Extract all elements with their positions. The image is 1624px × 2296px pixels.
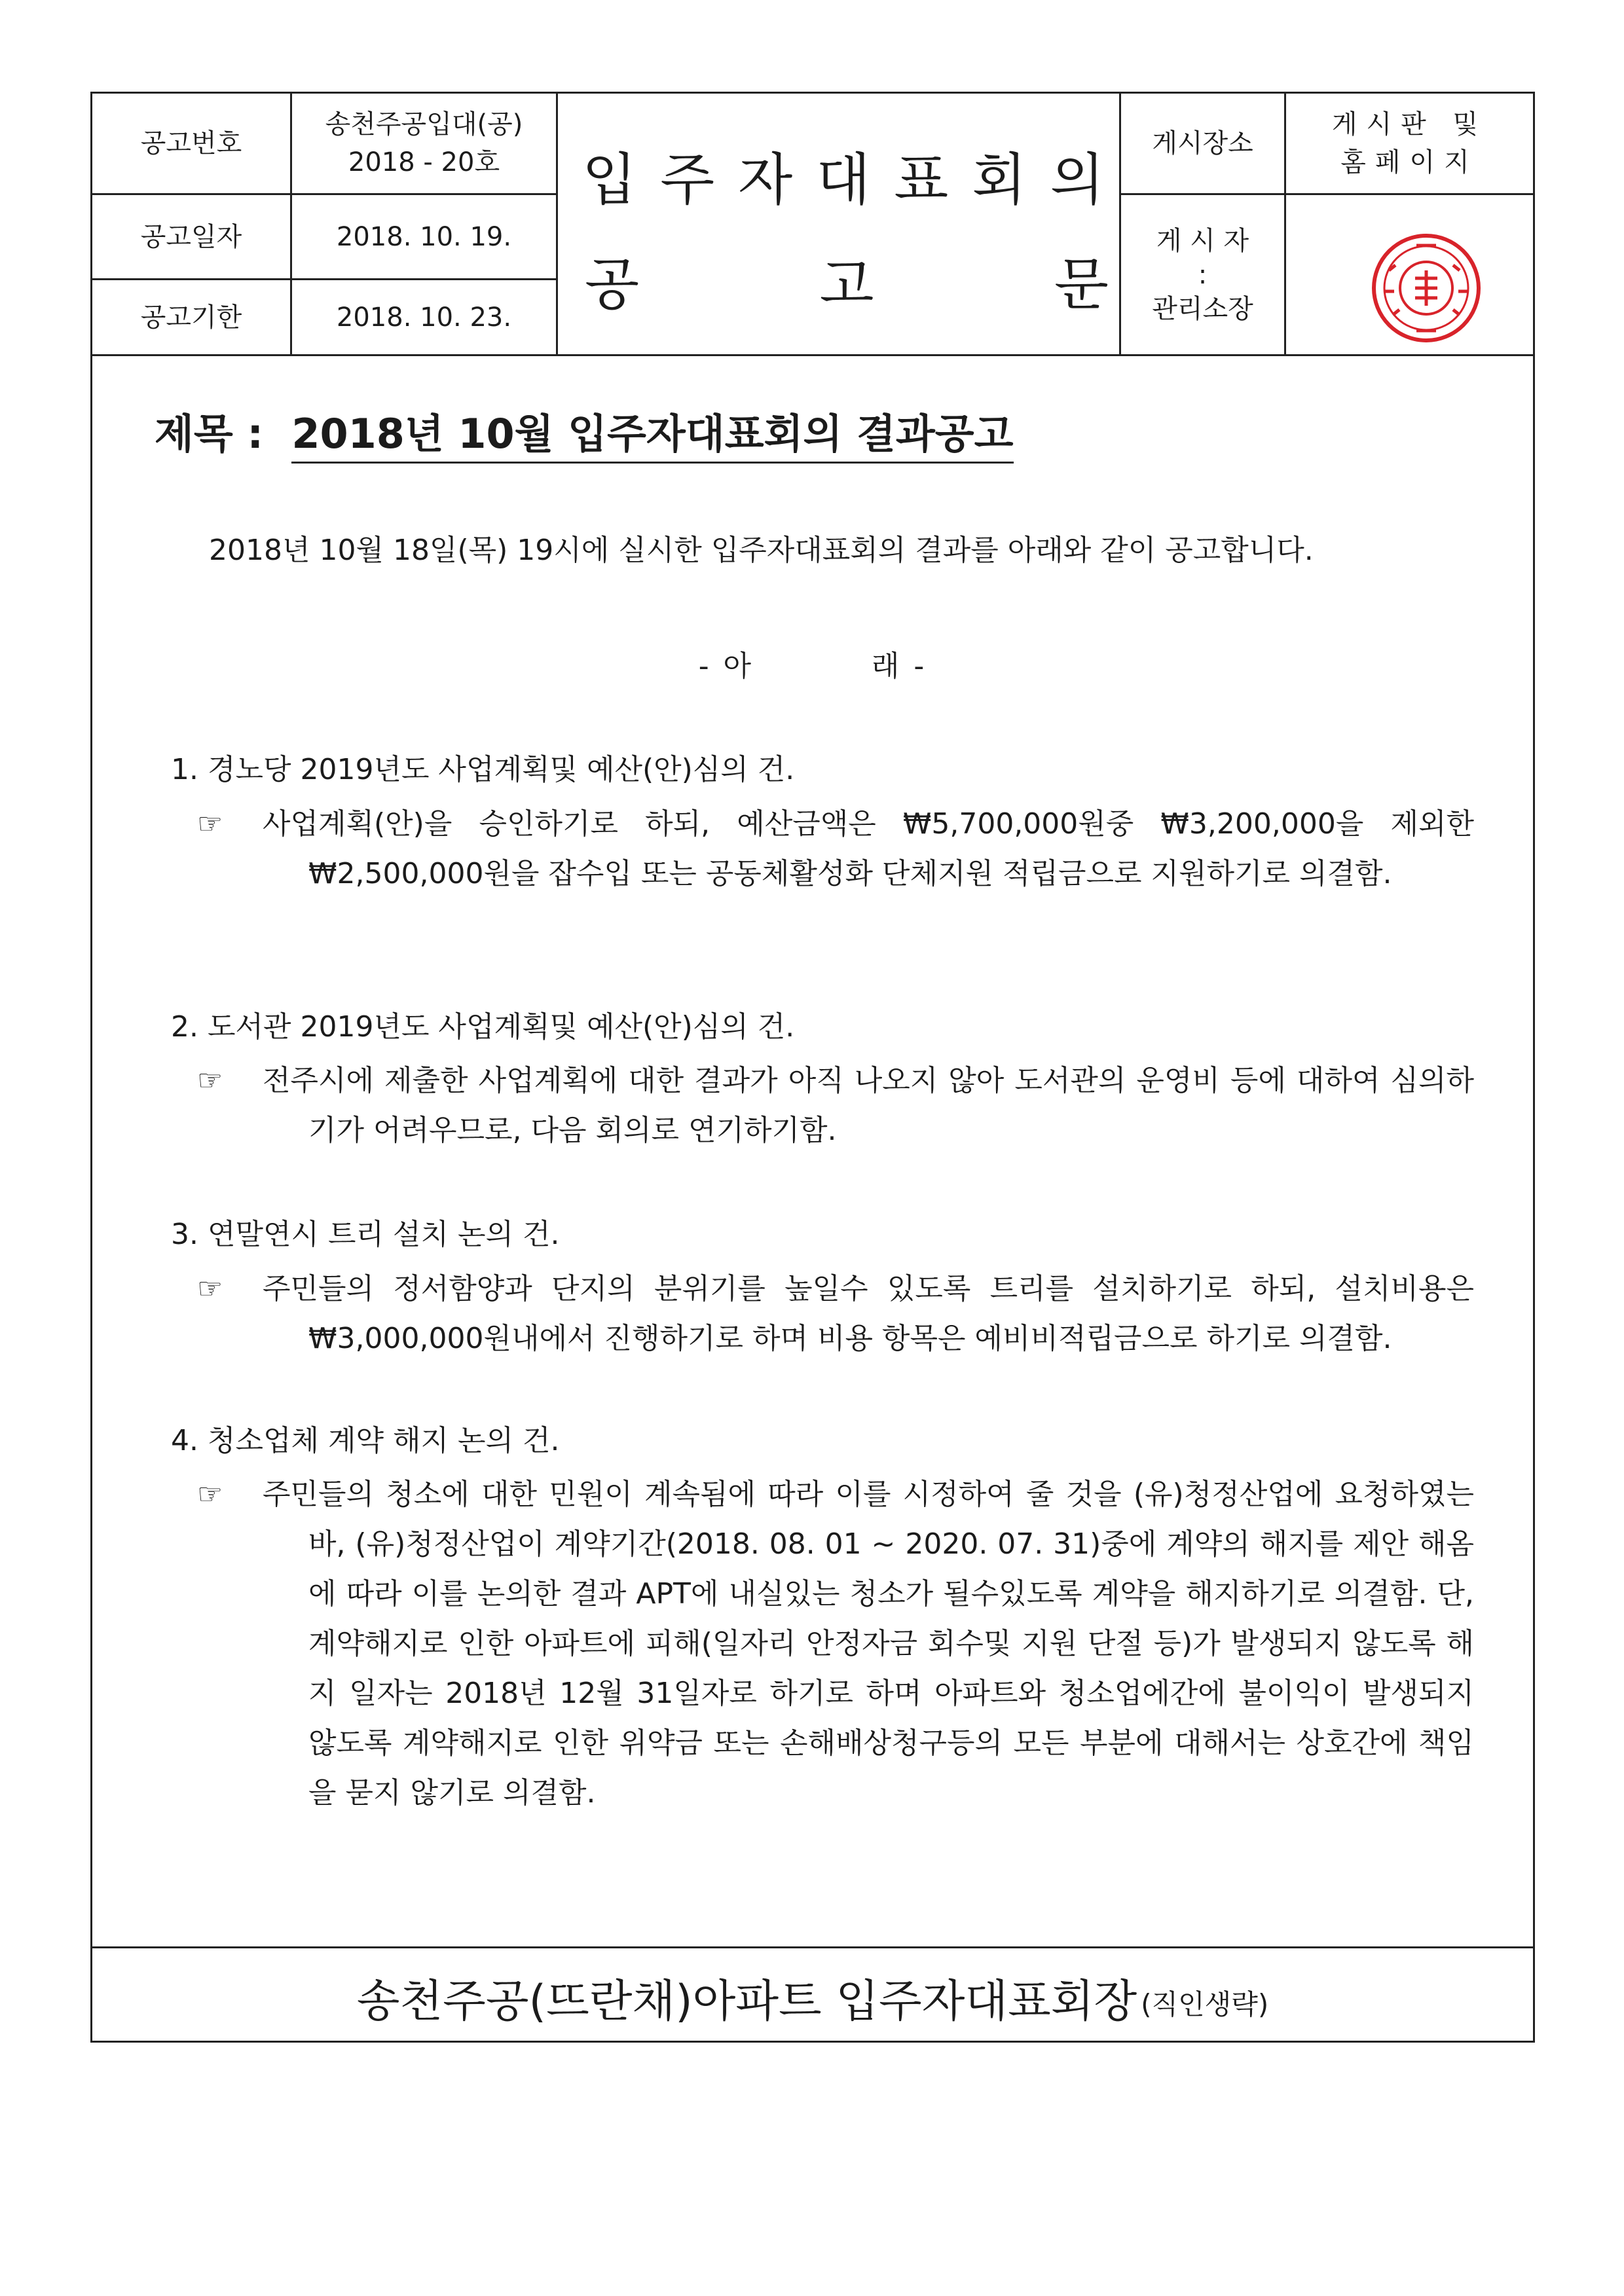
document-title (582, 134, 1128, 215)
agenda-item-detail (197, 799, 1474, 899)
deadline-value: 2018. 10. 23. (336, 302, 512, 333)
poster-label: 관리소장 (1152, 293, 1253, 324)
notice-date-label: 공고일자 (140, 221, 242, 252)
header-table (92, 94, 1533, 356)
notice-document (90, 92, 1535, 2043)
deadline-label-cell (92, 280, 290, 354)
agenda-item-detail (197, 1056, 1474, 1156)
title-line1: 입주자대표회의 (582, 147, 1128, 213)
agenda-item-title: 1. 경노당 2019년도 사업계획및 예산(안)심의 건. (171, 753, 795, 786)
agenda-item-detail-text: 주민들의 정서함양과 단지의 분위기를 높일수 있도록 트리를 설치하기로 하되, 설치비용은 ₩3,000,000원내에서 진행하기로 하며 비용 항목은 예비비적립금으로 하기로 의결함. (263, 1272, 1474, 1355)
deadline-value-cell (292, 280, 556, 354)
notice-number-value-cell (292, 94, 556, 193)
poster-label: 게 시 자 (1156, 225, 1249, 256)
signature-footer (92, 1958, 1533, 2037)
pointing-hand-icon: ☞ (197, 1478, 223, 1511)
post-place-label: 게시장소 (1152, 128, 1253, 158)
pointing-hand-icon: ☞ (197, 807, 223, 841)
notice-number-label: 공고번호 (140, 128, 242, 158)
document-title-line2 (585, 239, 1109, 320)
notice-number-label-cell (92, 94, 290, 193)
title-char: 고 (819, 252, 874, 318)
agenda-item-title: 3. 연말연시 트리 설치 논의 건. (171, 1218, 560, 1251)
agenda-item-detail-text: 사업계획(안)을 승인하기로 하되, 예산금액은 ₩5,700,000원중 ₩3,200,000을 제외한 ₩2,500,000원을 잡수입 또는 공동체활성화 단체지원 적립금으로 지원하기로 의결함. (263, 807, 1474, 890)
pointing-hand-icon: ☞ (197, 1272, 223, 1305)
post-place-value-cell (1286, 94, 1533, 193)
agenda-item-detail-text: 전주시에 제출한 사업계획에 대한 결과가 아직 나오지 않아 도서관의 운영비 등에 대하여 심의하기가 어려우므로, 다음 회의로 연기하기함. (263, 1064, 1474, 1147)
official-seal-icon (1369, 231, 1484, 346)
post-place-label-cell (1121, 94, 1284, 193)
post-place-value: 게시판 및 (1331, 109, 1488, 139)
notice-date-label-cell (92, 195, 290, 278)
notice-date-value-cell (292, 195, 556, 278)
notice-date-value: 2018. 10. 19. (336, 221, 512, 252)
arae-heading: - 아 래 - (698, 649, 927, 683)
footer-seal-note: (직인생략) (1141, 1988, 1269, 2020)
subject-prefix: 제목 : (155, 410, 278, 458)
title-char: 문 (1054, 252, 1109, 318)
subject-text: 2018년 10월 입주자대표회의 결과공고 (291, 410, 1013, 464)
intro-paragraph: 2018년 10월 18일(목) 19시에 실시한 입주자대표회의 결과를 아래와 같이 공고합니다. (209, 534, 1314, 567)
post-place-value: 홈페이지 (1340, 147, 1479, 177)
footer-divider (92, 1946, 1533, 1948)
agenda-item-detail (197, 1470, 1474, 1818)
poster-label: : (1198, 259, 1208, 290)
agenda-item-detail-text: 주민들의 청소에 대한 민원이 계속됨에 따라 이를 시정하여 줄 것을 (유)청정산업에 요청하였는바, (유)청정산업이 계약기간(2018. 08. 01 ~ 2020. 07. 31)중에 계약의 해지를 제안 해옴에 따라 이를 논의한 결과 APT에 내실있는 청소가 될수있도록 계약을 해지하기로 의결함. 단, 계약해지로 인한 아파트에 피해(일자리 안정자금 회수및 지원 단절 등)가 발생되지 않도록 해지 일자는 2018년 12월 31일자로 하기로 하며 아파트와 청소업에간에 불이익이 발생되지 않도록 계약해지로 인한 위약금 또는 손해배상청구등의 모든 부분에 대해서는 상호간에 책임을 묻지 않기로 의결함. (263, 1478, 1474, 1810)
table-divider (556, 94, 558, 354)
subject-line (155, 401, 1014, 460)
agenda-item-title: 2. 도서관 2019년도 사업계획및 예산(안)심의 건. (171, 1010, 795, 1044)
agenda-item-title: 4. 청소업체 계약 해지 논의 건. (171, 1424, 560, 1457)
deadline-label: 공고기한 (140, 302, 242, 333)
poster-label-cell (1121, 195, 1284, 354)
notice-number-value: 송천주공입대(공) (325, 109, 523, 139)
pointing-hand-icon: ☞ (197, 1064, 223, 1097)
notice-number-value: 2018 - 20호 (348, 147, 500, 177)
agenda-item-detail (197, 1264, 1474, 1364)
title-char: 공 (585, 252, 640, 318)
footer-signatory: 송천주공(뜨란채)아파트 입주자대표회장 (356, 1975, 1137, 2028)
